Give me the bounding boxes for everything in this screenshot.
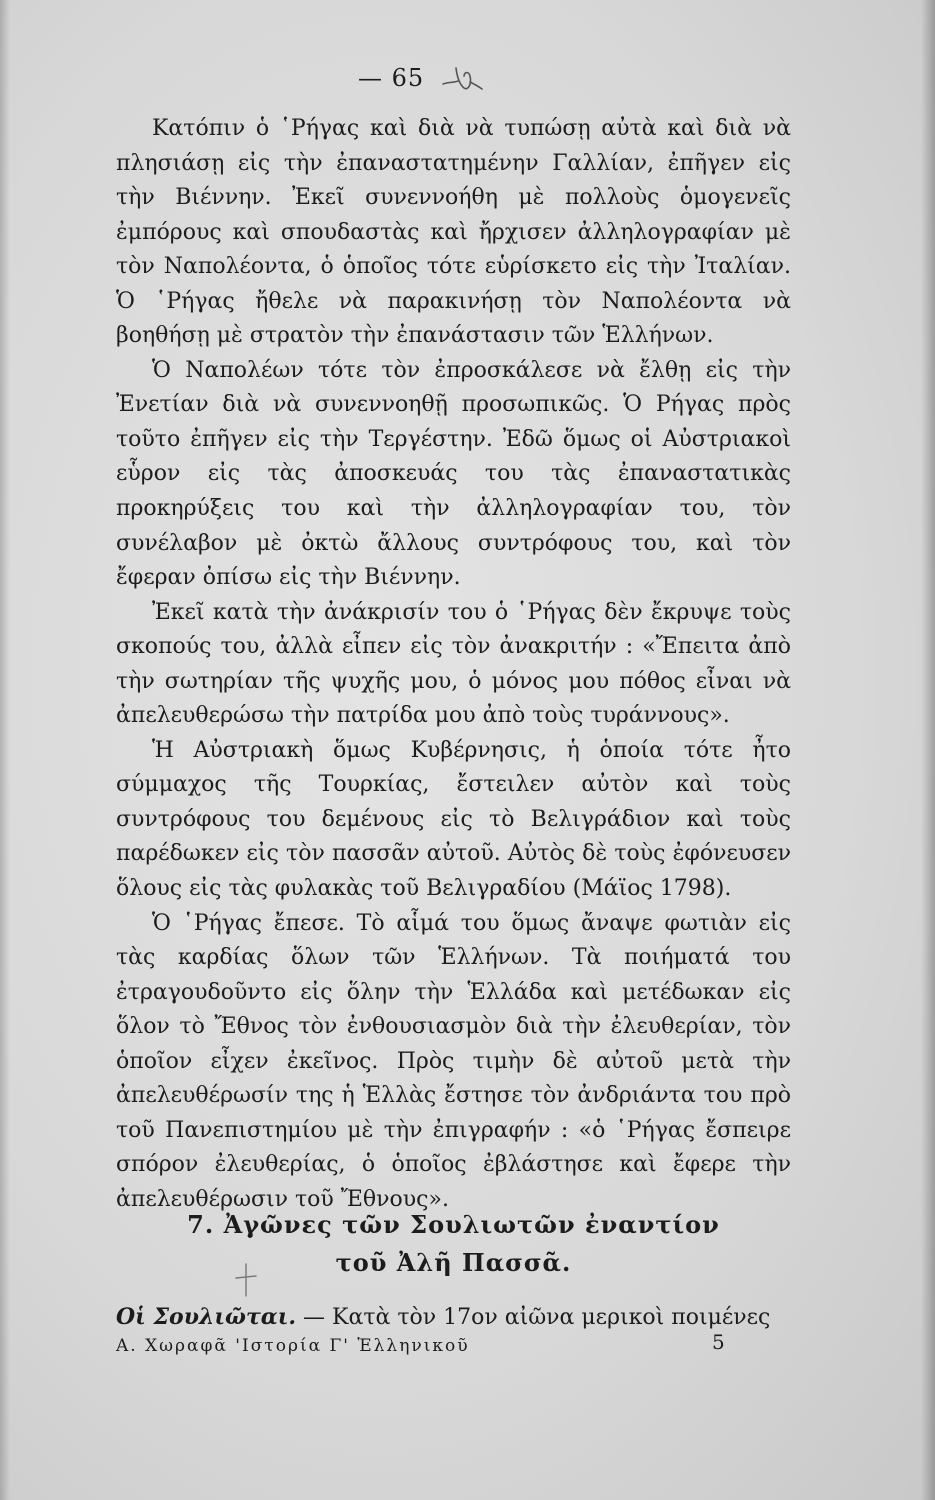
- section-heading-line-1: 7. Ἀγῶνες τῶν Σουλιωτῶν ἐναντίον: [187, 1210, 720, 1239]
- page-edge-shadow-left: [0, 0, 10, 1500]
- handwritten-scribble-icon: [440, 62, 486, 96]
- body-text: [116, 112, 791, 1218]
- subsection-text: — Κατὰ τὸν 17ον αἰῶνα μερικοὶ ποιμένες: [303, 1305, 771, 1330]
- subsection-line: [116, 1300, 791, 1335]
- signature-number: 5: [712, 1330, 725, 1354]
- page-number: — 65: [358, 64, 425, 92]
- paragraph: Ἡ Αὐστριακὴ ὅμως Κυβέρνησις, ἡ ὁποία τότε ἦτο σύμμαχος τῆς Τουρκίας, ἔστειλεν αὐτὸν καὶ τοὺς συντρόφους του δεμένους εἰς τὸ Βελιγράδιον καὶ τοὺς παρέδωκεν εἰς τὸν πασσᾶν αὐτοῦ. Αὐτὸς δὲ τοὺς ἐφόνευσεν ὅλους εἰς τὰς φυλακὰς τοῦ Βελιγραδίου (Μάϊος 1798).: [116, 737, 791, 902]
- paragraph: Ἐκεῖ κατὰ τὴν ἀνάκρισίν του ὁ ῾Ρήγας δὲν ἔκρυψε τοὺς σκοπούς του, ἀλλὰ εἶπεν εἰς τὸν ἀνακριτήν : «Ἔπειτα ἀπὸ τὴν σωτηρίαν τῆς ψυχῆς μου, ὁ μόνος μου πόθος εἶναι νὰ ἀπελευθερώσω τὴν πατρίδα μου ἀπὸ τοὺς τυράννους».: [116, 599, 791, 729]
- pencil-cross-mark-icon: [232, 1262, 260, 1298]
- subsection-lead: Οἱ Σουλιῶται.: [116, 1304, 297, 1330]
- paragraph: Κατόπιν ὁ ῾Ρήγας καὶ διὰ νὰ τυπώσῃ αὐτὰ καὶ διὰ νὰ πλησιάσῃ εἰς τὴν ἐπαναστατημένην Γαλλίαν, ἐπῆγεν εἰς τὴν Βιέννην. Ἐκεῖ συνεννοήθη μὲ πολλοὺς ὁμογενεῖς ἐμπόρους καὶ σπουδαστὰς καὶ ἤρχισεν ἀλληλογραφίαν μὲ τὸν Ναπολέοντα, ὁ ὁποῖος τότε εὑρίσκετο εἰς τὴν Ἰταλίαν. Ὁ ῾Ρήγας ἤθελε νὰ παρακινήσῃ τὸν Ναπολέοντα νὰ βοηθήσῃ μὲ στρατὸν τὴν ἐπανάστασιν τῶν Ἑλλήνων.: [116, 116, 791, 349]
- footer-signature: Α. Χωραφᾶ 'Ιστορία Γ' Ἑλληνικοῦ: [116, 1336, 470, 1356]
- paragraph: Ὁ ῾Ρήγας ἔπεσε. Τὸ αἷμά του ὅμως ἄναψε φωτιὰν εἰς τὰς καρδίας ὅλων τῶν Ἑλλήνων. Τὰ ποιήματά του ἐτραγουδοῦντο εἰς ὅλην τὴν Ἑλλάδα καὶ μετέδωκαν εἰς ὅλον τὸ Ἔθνος τὸν ἐνθουσιασμὸν διὰ τὴν ἐλευθερίαν, τὸν ὁποῖον εἶχεν ἐκεῖνος. Πρὸς τιμὴν δὲ αὐτοῦ μετὰ τὴν ἀπελευθέρωσίν της ἡ Ἑλλὰς ἔστησε τὸν ἀνδριάντα του πρὸ τοῦ Πανεπιστημίου μὲ τὴν ἐπιγραφήν : «ὁ ῾Ρήγας ἔσπειρε σπόρον ἐλευθερίας, ὁ ὁποῖος ἐβλάστησε καὶ ἔφερε τὴν ἀπελευθέρωσιν τοῦ Ἔθνους».: [116, 910, 791, 1212]
- section-heading: [116, 1206, 791, 1282]
- section-heading-line-2: τοῦ Ἀλῆ Πασσᾶ.: [335, 1248, 572, 1277]
- paragraph: Ὁ Ναπολέων τότε τὸν ἐπροσκάλεσε νὰ ἔλθῃ εἰς τὴν Ἐνετίαν διὰ νὰ συνεννοηθῇ προσωπικῶς. Ὁ Ρήγας πρὸς τοῦτο ἐπῆγεν εἰς τὴν Τεργέστην. Ἐδῶ ὅμως οἱ Αὐστριακοὶ εὗρον εἰς τὰς ἀποσκευάς του τὰς ἐπαναστατικὰς προκηρύξεις του καὶ τὴν ἀλληλογραφίαν του, τὸν συνέλαβον μὲ ὀκτὼ ἄλλους συντρόφους του, καὶ τὸν ἔφεραν ὀπίσω εἰς τὴν Βιέννην.: [116, 357, 791, 591]
- page-edge-shadow-right: [921, 0, 935, 1500]
